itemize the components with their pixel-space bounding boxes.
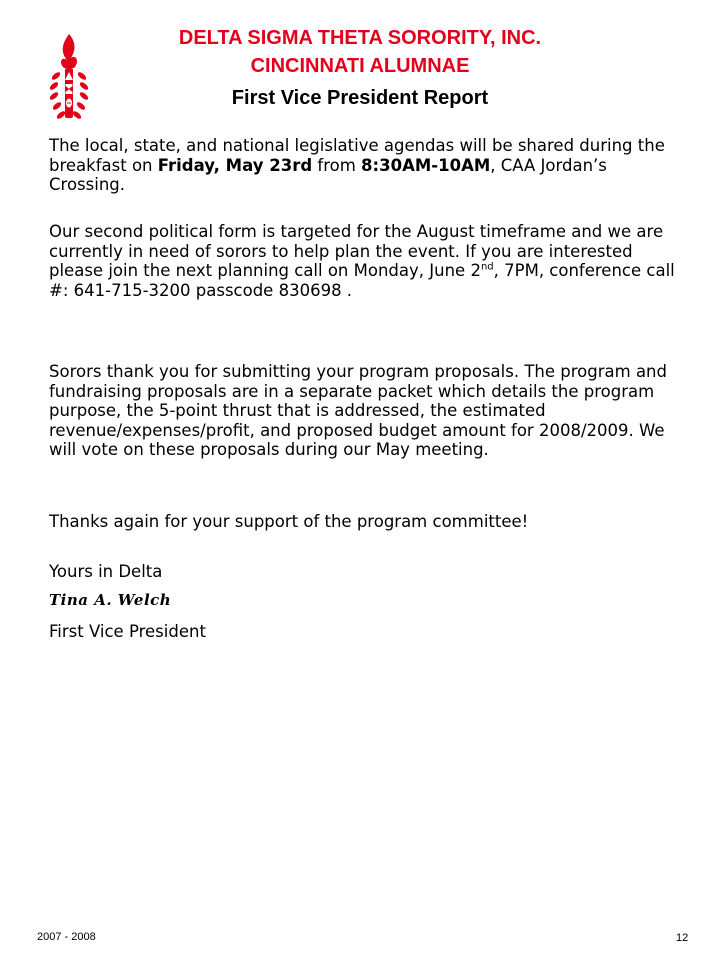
event-date: Friday, May 23rd <box>157 155 313 175</box>
signature-title: First Vice President <box>49 622 206 641</box>
signature: Tina A. Welch <box>49 591 172 609</box>
paragraph-thanks: Thanks again for your support of the program committee! <box>49 512 529 531</box>
paragraph-text: , 7PM, conference call #: 641-715-3200 passcode 830698 . <box>49 261 675 300</box>
event-time: 8:30AM-10AM <box>361 155 491 175</box>
closing-salutation: Yours in Delta <box>49 562 163 581</box>
paragraph-political-forum <box>49 222 679 300</box>
ordinal-suffix: nd <box>480 261 494 273</box>
report-title: First Vice President Report <box>231 87 489 109</box>
paragraph-text: The local, state, and national legislative agendas will be shared during the breakfast on <box>49 136 665 175</box>
paragraph-program-proposals: Sorors thank you for submitting your program proposals. The program and fundraising proposals are in a separate packet which details the program purpose, the 5-point thrust that is addressed, the estimated revenue/expenses/profit, and proposed budget amount for 2008/2009. We will vote on these proposals during our May meeting. <box>49 362 667 459</box>
paragraph-text: Our second political form is targeted for the August timeframe and we are currently in need of sorors to help plan the event. If you are interested please join the next planning call on Monday, June 2 <box>49 222 664 280</box>
page-number: 12 <box>676 932 689 944</box>
organization-name: DELTA SIGMA THETA SORORITY, INC. <box>178 27 542 49</box>
footer-years: 2007 - 2008 <box>37 931 96 943</box>
paragraph-text: from <box>312 155 362 175</box>
paragraph-legislative-agendas <box>49 136 679 195</box>
paragraph-text: , CAA Jordan’s Crossing. <box>49 155 607 194</box>
chapter-name: CINCINNATI ALUMNAE <box>250 55 470 77</box>
